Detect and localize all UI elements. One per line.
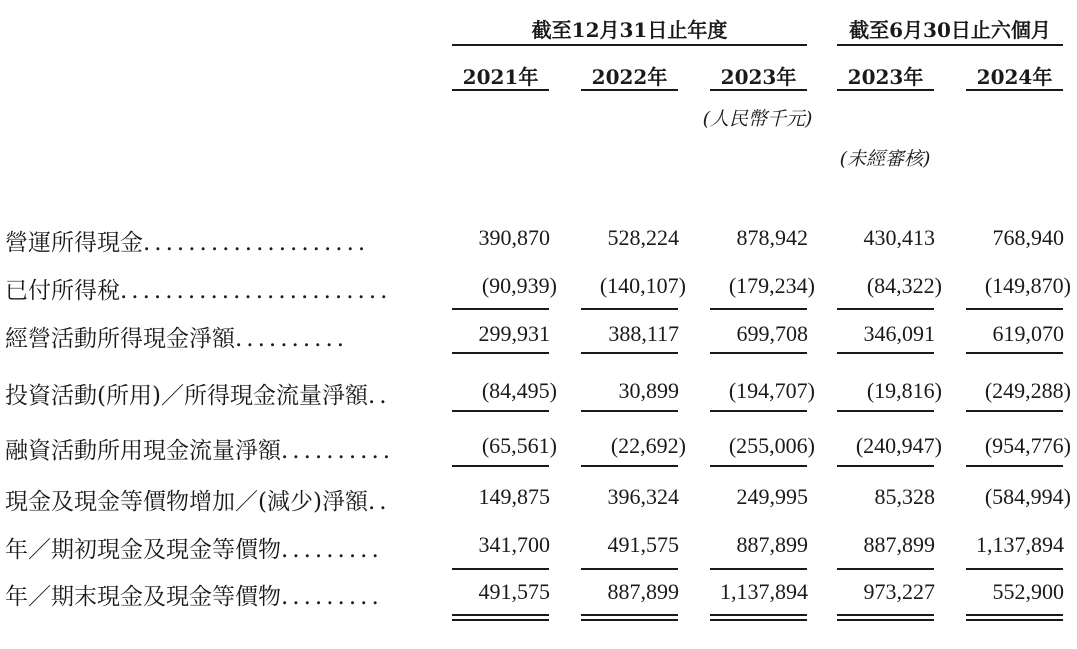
opening-rule-2021 [452, 568, 549, 570]
cell-closing-cash-2023-h1: 973,227 [863, 579, 935, 604]
cell-net-change-cash-2023-fy: 249,995 [736, 484, 808, 509]
header-six-months-group: 截至6月30日止六個月 [849, 18, 1051, 42]
total-double-rule-2-2023-h1 [837, 619, 934, 621]
investing-rule-2023-fy [710, 410, 807, 412]
cell-closing-cash-2023-fy: 1,137,894 [720, 579, 808, 604]
total-double-rule-2-2024-h1 [966, 619, 1063, 621]
investing-rule-2021 [452, 410, 549, 412]
subtotal-rule-top-2024-h1 [966, 308, 1063, 310]
cell-net-financing-cash-2024-h1: (954,776) [984, 433, 1071, 458]
investing-rule-2023-h1 [837, 410, 934, 412]
year-header-2022: 2022年 [591, 65, 668, 89]
total-double-rule-1-2022 [581, 614, 678, 616]
year-rule-2022 [581, 89, 678, 91]
cell-net-change-cash-2024-h1: (584,994) [984, 484, 1071, 509]
cell-income-tax-paid-2024-h1: (149,870) [984, 273, 1071, 298]
year-header-2023-fy: 2023年 [720, 65, 797, 89]
financing-rule-2024-h1 [966, 465, 1063, 467]
cell-net-financing-cash-2023-h1: (240,947) [855, 433, 942, 458]
cell-opening-cash-2023-h1: 887,899 [863, 532, 935, 557]
year-header-2023-h1: 2023年 [847, 65, 924, 89]
opening-rule-2023-fy [710, 568, 807, 570]
year-rule-2021 [452, 89, 549, 91]
investing-rule-2024-h1 [966, 410, 1063, 412]
cell-net-investing-cash-2021: (84,495) [481, 378, 557, 403]
cell-net-change-cash-2021: 149,875 [478, 484, 550, 509]
total-double-rule-1-2021 [452, 614, 549, 616]
unaudited-note: (未經審核) [839, 148, 931, 170]
cell-opening-cash-2024-h1: 1,137,894 [976, 532, 1064, 557]
year-rule-2024-h1 [966, 89, 1063, 91]
cell-income-tax-paid-2023-h1: (84,322) [866, 273, 942, 298]
row-label-net-investing-cash: 投資活動(所用)／所得現金流量淨額.. [5, 383, 391, 409]
row-label-cash-from-operations: 營運所得現金.................... [5, 230, 370, 256]
cell-net-financing-cash-2021: (65,561) [481, 433, 557, 458]
year-rule-2023-h1 [837, 89, 934, 91]
header-year-end-rule [452, 44, 807, 46]
cell-net-operating-cash-2023-fy: 699,708 [736, 321, 808, 346]
cell-net-operating-cash-2022: 388,117 [608, 321, 679, 346]
cell-net-investing-cash-2023-h1: (19,816) [866, 378, 942, 403]
subtotal-rule-top-2021 [452, 308, 549, 310]
cell-net-investing-cash-2024-h1: (249,288) [984, 378, 1071, 403]
cell-closing-cash-2021: 491,575 [478, 579, 550, 604]
financing-rule-2023-fy [710, 465, 807, 467]
subtotal-rule-top-2023-h1 [837, 308, 934, 310]
investing-rule-2022 [581, 410, 678, 412]
cell-net-change-cash-2023-h1: 85,328 [874, 484, 935, 509]
cell-income-tax-paid-2022: (140,107) [599, 273, 686, 298]
year-header-2021: 2021年 [462, 65, 539, 89]
header-six-months-rule [837, 44, 1063, 46]
cell-net-financing-cash-2022: (22,692) [610, 433, 686, 458]
cell-income-tax-paid-2023-fy: (179,234) [728, 273, 815, 298]
year-rule-2023-fy [710, 89, 807, 91]
financing-rule-2021 [452, 465, 549, 467]
row-label-net-financing-cash: 融資活動所用現金流量淨額.......... [5, 438, 395, 464]
subtotal-rule-top-2022 [581, 308, 678, 310]
total-double-rule-2-2022 [581, 619, 678, 621]
opening-rule-2023-h1 [837, 568, 934, 570]
row-label-opening-cash: 年／期初現金及現金等價物......... [5, 537, 383, 563]
cell-net-operating-cash-2021: 299,931 [478, 321, 550, 346]
cell-net-change-cash-2022: 396,324 [607, 484, 679, 509]
row-label-net-operating-cash: 經營活動所得現金淨額.......... [5, 326, 349, 352]
subtotal-rule-bottom-2023-fy [710, 352, 807, 354]
cell-opening-cash-2023-fy: 887,899 [736, 532, 808, 557]
cell-closing-cash-2024-h1: 552,900 [992, 579, 1064, 604]
row-label-net-change-cash: 現金及現金等價物增加／(減少)淨額.. [5, 489, 391, 515]
cell-net-investing-cash-2023-fy: (194,707) [728, 378, 815, 403]
cell-cash-from-operations-2022: 528,224 [607, 225, 679, 250]
financing-rule-2022 [581, 465, 678, 467]
cell-net-financing-cash-2023-fy: (255,006) [728, 433, 815, 458]
subtotal-rule-bottom-2022 [581, 352, 678, 354]
total-double-rule-2-2021 [452, 619, 549, 621]
cell-income-tax-paid-2021: (90,939) [481, 273, 557, 298]
header-year-end-group: 截至12月31日止年度 [531, 18, 728, 42]
unit-note: (人民幣千元) [702, 108, 813, 130]
opening-rule-2024-h1 [966, 568, 1063, 570]
total-double-rule-1-2023-fy [710, 614, 807, 616]
cell-cash-from-operations-2021: 390,870 [478, 225, 550, 250]
total-double-rule-1-2023-h1 [837, 614, 934, 616]
cell-opening-cash-2021: 341,700 [478, 532, 550, 557]
financing-rule-2023-h1 [837, 465, 934, 467]
cell-net-investing-cash-2022: 30,899 [618, 378, 679, 403]
subtotal-rule-bottom-2021 [452, 352, 549, 354]
cell-cash-from-operations-2023-fy: 878,942 [736, 225, 808, 250]
row-label-income-tax-paid: 已付所得稅........................ [5, 278, 392, 304]
subtotal-rule-top-2023-fy [710, 308, 807, 310]
cell-opening-cash-2022: 491,575 [607, 532, 679, 557]
cell-net-operating-cash-2023-h1: 346,091 [863, 321, 935, 346]
total-double-rule-1-2024-h1 [966, 614, 1063, 616]
year-header-2024-h1: 2024年 [976, 65, 1053, 89]
row-label-closing-cash: 年／期末現金及現金等價物......... [5, 584, 383, 610]
cell-cash-from-operations-2023-h1: 430,413 [863, 225, 935, 250]
opening-rule-2022 [581, 568, 678, 570]
total-double-rule-2-2023-fy [710, 619, 807, 621]
cell-closing-cash-2022: 887,899 [607, 579, 679, 604]
cell-cash-from-operations-2024-h1: 768,940 [992, 225, 1064, 250]
subtotal-rule-bottom-2024-h1 [966, 352, 1063, 354]
cell-net-operating-cash-2024-h1: 619,070 [992, 321, 1064, 346]
subtotal-rule-bottom-2023-h1 [837, 352, 934, 354]
